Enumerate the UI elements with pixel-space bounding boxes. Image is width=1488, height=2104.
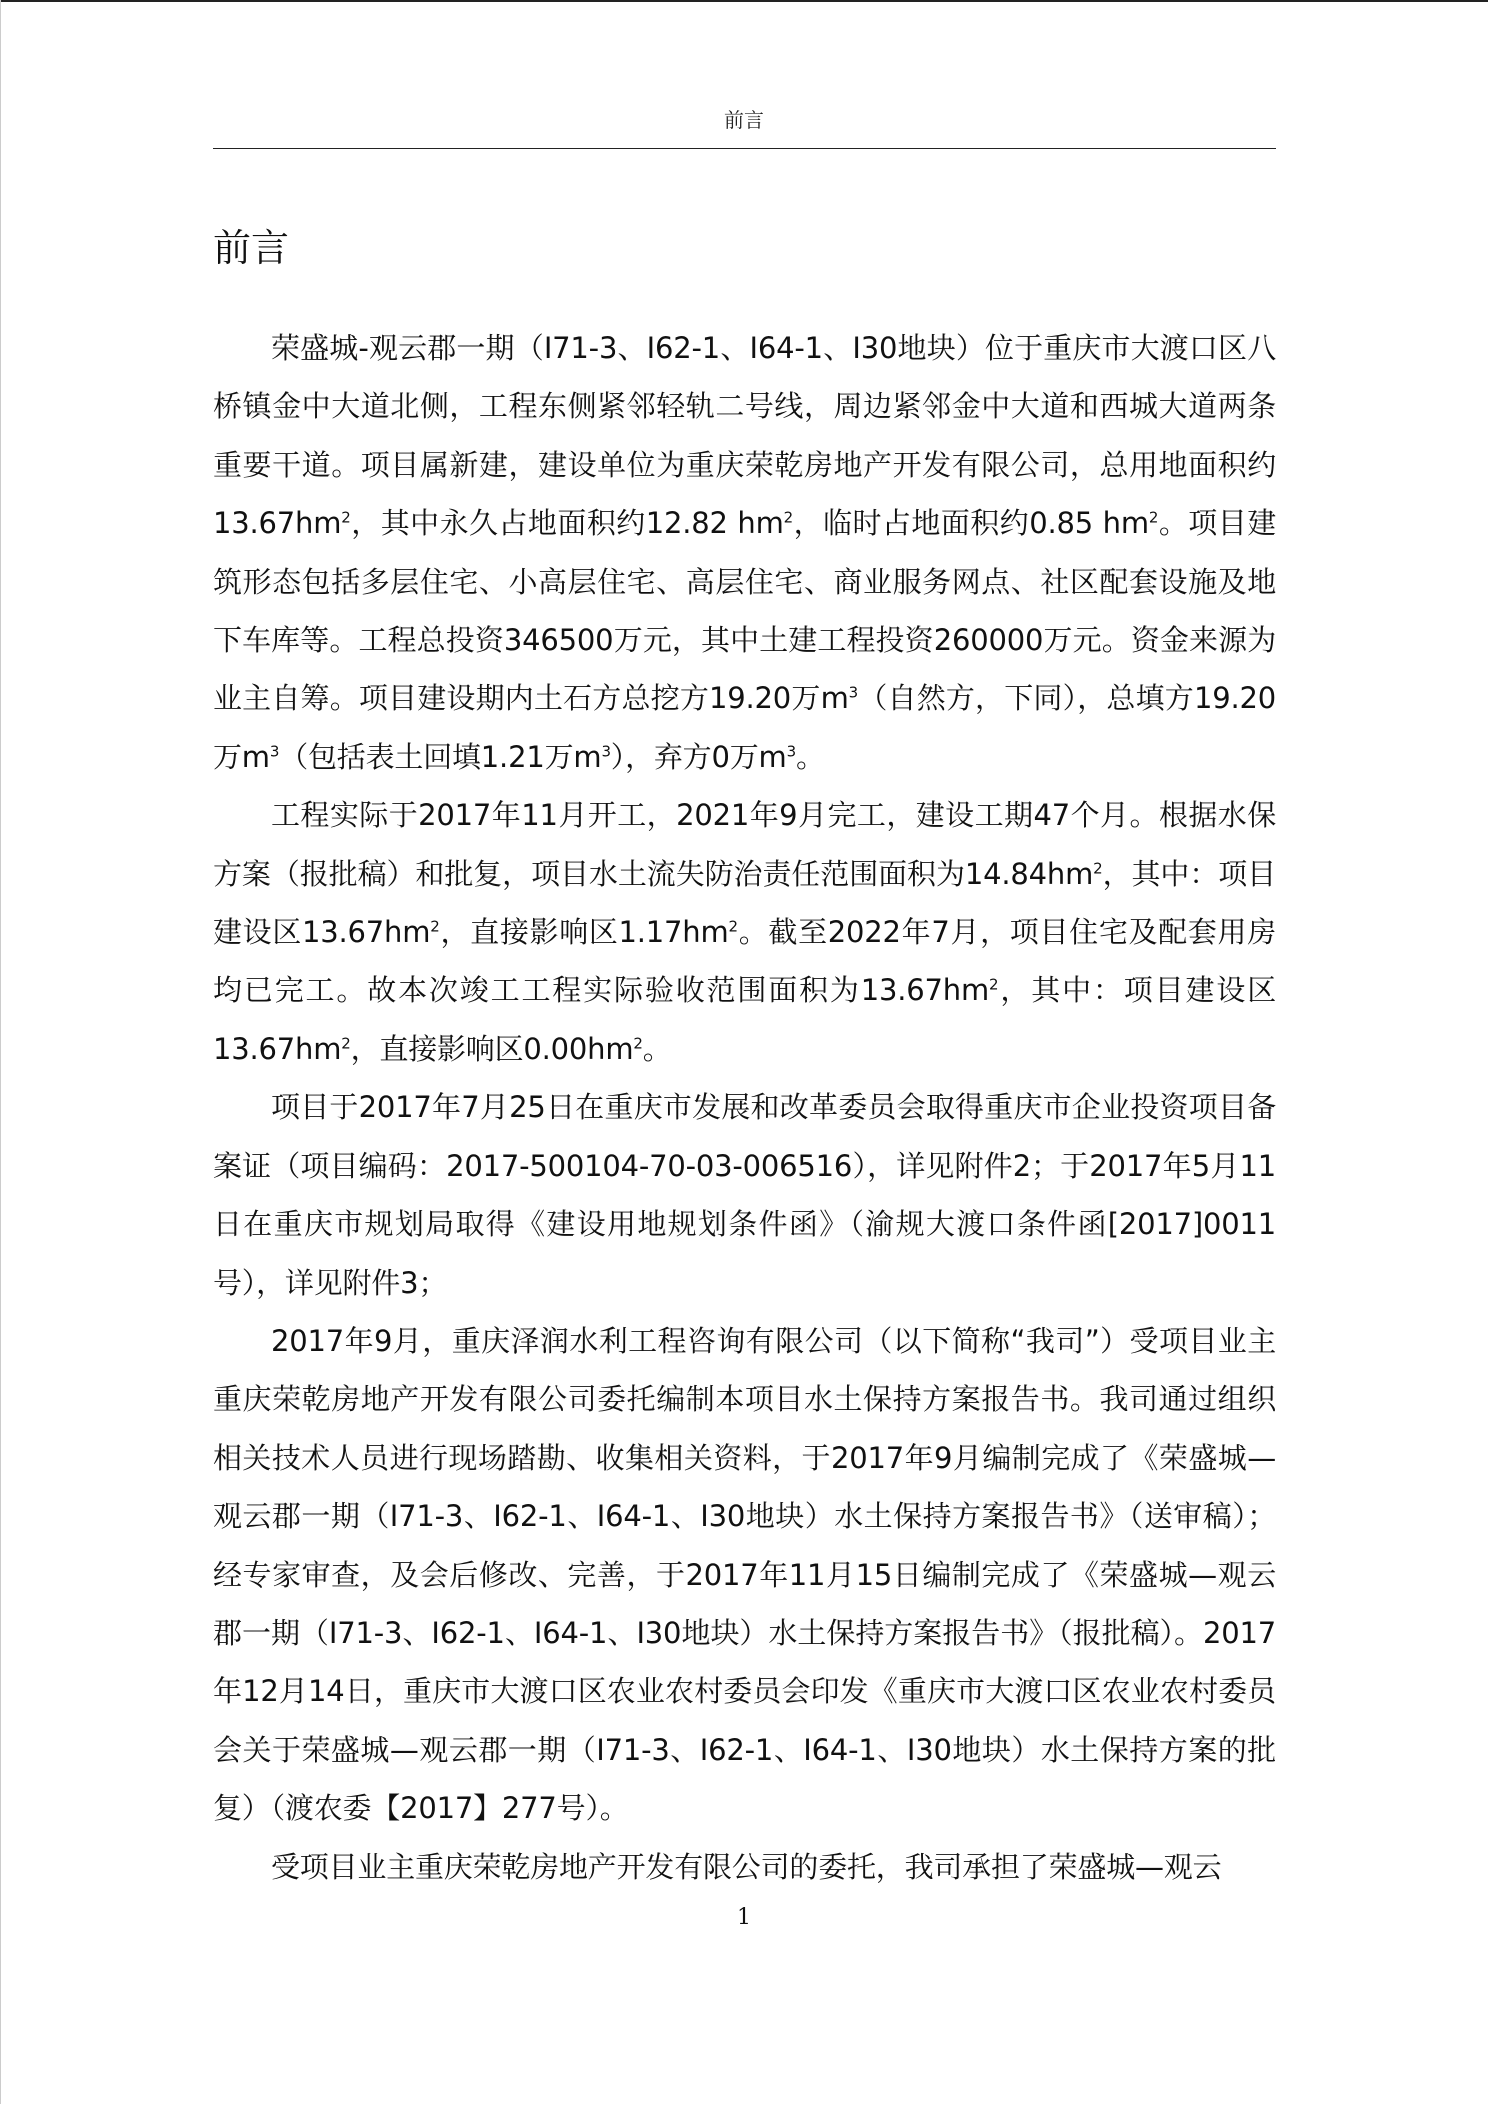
paragraph-construction-period: 工程实际于2017年11月开工，2021年9月完工，建设工期47个月。根据水保方案（报批稿）和批复，项目水土流失防治责任范围面积为$14.84hm^2$，其中：项目建设区$13.67hm^2$，直接影响区$1.17hm^2$。截至2022年7月，项目住宅及配套用房均已完工。故本次竣工工程实际验收范围面积为$13.67hm^2$，其中：项目建设区$13.67hm^2$，直接影响区$0.00hm^2$。 <box>213 798 1276 1066</box>
page-number: 1 <box>737 1905 751 1930</box>
header-rule <box>213 148 1276 149</box>
running-header: 前言 <box>724 108 764 132</box>
paragraph-entrustment: 受项目业主重庆荣乾房地产开发有限公司的委托，我司承担了荣盛城—观云 <box>271 1849 1222 1884</box>
body-text <box>213 319 1276 1896</box>
page-top-border <box>0 0 1488 2</box>
section-title: 前言 <box>213 226 290 270</box>
paragraph-project-overview: 荣盛城-观云郡一期（I71-3、I62-1、I64-1、I30地块）位于重庆市大渡口区八桥镇金中大道北侧，工程东侧紧邻轻轨二号线，周边紧邻金中大道和西城大道两条重要干道。项目属新建，建设单位为重庆荣乾房地产开发有限公司，总用地面积约$13.67hm^2$，其中永久占地面积约12.82 $hm^2$，临时占地面积约0.85 $hm^2$。项目建筑形态包括多层住宅、小高层住宅、高层住宅、商业服务网点、社区配套设施及地下车库等。工程总投资346500万元，其中土建工程投资260000万元。资金来源为业主自筹。项目建设期内土石方总挖方19.20万$m^3$（自然方，下同），总填方19.20万$m^3$（包括表土回填1.21万$m^3$），弃方0万$m^3$。 <box>213 331 1277 774</box>
paragraph-plan-preparation: 2017年9月，重庆泽润水利工程咨询有限公司（以下简称“我司”）受项目业主重庆荣乾房地产开发有限公司委托编制本项目水土保持方案报告书。我司通过组织相关技术人员进行现场踏勘、收集相关资料，于2017年9月编制完成了《荣盛城—观云郡一期（I71-3、I62-1、I64-1、I30地块）水土保持方案报告书》（送审稿）；经专家审查，及会后修改、完善，于2017年11月15日编制完成了《荣盛城—观云郡一期（I71-3、I62-1、I64-1、I30地块）水土保持方案报告书》（报批稿）。2017年12月14日，重庆市大渡口区农业农村委员会印发《重庆市大渡口区农业农村委员会关于荣盛城—观云郡一期（I71-3、I62-1、I64-1、I30地块）水土保持方案的批复）（渡农委【2017】277号）。 <box>213 1323 1276 1826</box>
page-left-border <box>0 0 1 2104</box>
paragraph-filing-approval: 项目于2017年7月25日在重庆市发展和改革委员会取得重庆市企业投资项目备案证（项目编码：2017-500104-70-03-006516），详见附件2；于2017年5月11日在重庆市规划局取得《建设用地规划条件函》（渝规大渡口条件函[2017]0011号），详见附件3； <box>213 1090 1276 1300</box>
